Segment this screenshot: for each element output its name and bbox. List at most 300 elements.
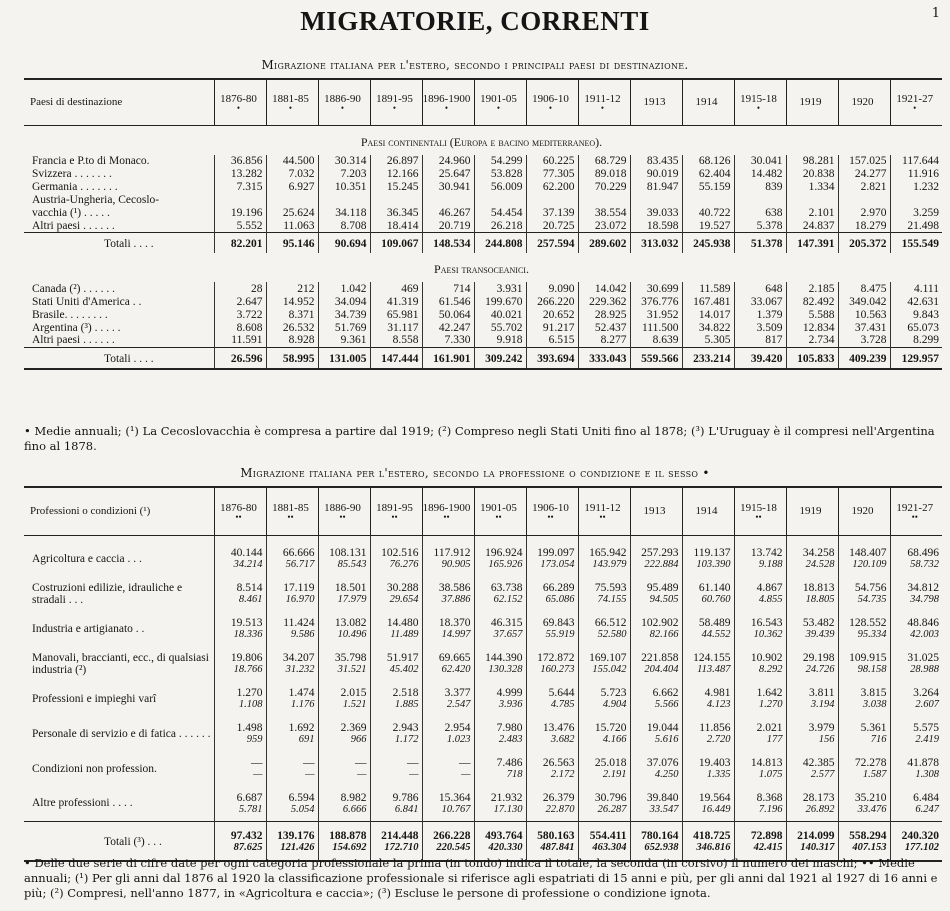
period-header [370, 79, 422, 125]
males-value: 65.086 [545, 594, 575, 605]
total-value: — [407, 757, 419, 769]
cell-value: 11.063 [266, 220, 318, 233]
page-title: MIGRATORIE, CORRENTI [300, 6, 650, 36]
total-value: 196.924 [485, 547, 523, 559]
total-value: 31.025 [907, 652, 939, 664]
total-value: 9.786 [392, 791, 419, 804]
period-label: 1876-80 [220, 502, 257, 515]
total-value: 4.867 [756, 582, 783, 594]
males-value: 82.166 [649, 629, 679, 640]
cell-value: 26.532 [266, 321, 318, 334]
cell-pair [734, 681, 786, 716]
total-value: 40.144 [230, 547, 263, 559]
period-header [526, 487, 578, 535]
cell-pair [526, 576, 578, 611]
males-value: 1.176 [290, 699, 315, 710]
total-value: 3.979 [808, 722, 835, 734]
total-value: 68.496 [907, 547, 939, 559]
males-value: 160.273 [540, 664, 575, 675]
row-label: Personale di servizio e di fatica . . . . . . [32, 727, 211, 740]
total-value: 5.723 [600, 687, 627, 699]
cell-value: 20.652 [526, 308, 578, 321]
cell-pair [214, 541, 266, 576]
cell-pair [630, 821, 682, 861]
cell-value: 8.299 [890, 334, 942, 347]
total-value: 1.270 [236, 687, 263, 699]
males-value: 1.885 [394, 699, 419, 710]
cell-value: 52.437 [578, 321, 630, 334]
cell-pair [890, 541, 942, 576]
period-label: 1891-95 [376, 93, 413, 106]
males-value: 346.816 [696, 842, 731, 854]
total-value: 129.957 [890, 347, 942, 369]
total-value: 18.813 [802, 582, 835, 594]
row-label: Agricoltura e caccia . . . [32, 552, 142, 565]
period-header [422, 487, 474, 535]
section-heading: Paesi transoceanici. [434, 262, 529, 276]
cell-value: 8.558 [370, 334, 422, 347]
total-value: 233.214 [682, 347, 734, 369]
period-mark: •• [755, 512, 762, 523]
table-row [24, 321, 942, 334]
cell-value: 12.166 [370, 168, 422, 181]
period-mark: •• [443, 512, 450, 523]
cell-pair [890, 821, 942, 861]
cell-value: 18.598 [630, 220, 682, 233]
total-value: 214.448 [381, 830, 419, 843]
cell-pair [422, 541, 474, 576]
table-row [24, 220, 942, 233]
total-value: 66.289 [542, 582, 575, 594]
cell-pair [838, 681, 890, 716]
total-value: 148.407 [849, 547, 887, 559]
total-value: 37.076 [646, 757, 679, 769]
cell-value: 14.482 [734, 168, 786, 181]
total-value: 54.756 [854, 582, 887, 594]
total-value: 39.840 [646, 791, 679, 804]
total-value: 25.018 [594, 757, 627, 769]
total-value: 30.796 [594, 791, 627, 804]
total-value: 244.808 [474, 233, 526, 254]
period-label: 1876-80 [220, 93, 257, 106]
cell-pair [682, 611, 734, 646]
total-value: 144.390 [485, 652, 523, 664]
cell-value: 42.247 [422, 321, 474, 334]
total-value: — [303, 757, 315, 769]
males-value: 55.919 [545, 629, 575, 640]
cell-pair [890, 751, 942, 786]
total-value: 1.642 [756, 687, 783, 699]
males-value: 94.505 [649, 594, 679, 605]
total-value: 63.738 [490, 582, 523, 594]
total-value: 131.005 [318, 347, 370, 369]
cell-value: 54.299 [474, 155, 526, 168]
males-value: 11.489 [390, 629, 419, 640]
cell-pair [474, 821, 526, 861]
total-value: 28.173 [802, 791, 835, 804]
males-value: 172.710 [384, 842, 419, 854]
cell-value: 68.729 [578, 155, 630, 168]
total-value: 51.917 [386, 652, 419, 664]
cell-value: 15.245 [370, 181, 422, 194]
cell-pair [266, 681, 318, 716]
males-value: 1.308 [915, 769, 939, 780]
profession-table [24, 486, 942, 862]
period-header [318, 79, 370, 125]
totals-label: Totali (³) . . . [24, 821, 214, 861]
total-value: 257.293 [641, 547, 679, 559]
cell-pair [838, 646, 890, 681]
cell-pair [526, 821, 578, 861]
cell-value: 77.305 [526, 168, 578, 181]
cell-value: 37.139 [526, 207, 578, 220]
total-value: 58.489 [698, 617, 731, 629]
males-value: 143.979 [592, 559, 627, 570]
total-value: 128.552 [849, 617, 887, 629]
total-value: 559.566 [630, 347, 682, 369]
cell-pair [214, 681, 266, 716]
cell-pair [370, 751, 422, 786]
cell-value: 11.589 [682, 282, 734, 295]
cell-pair [318, 786, 370, 821]
row-header: Paesi di destinazione [30, 96, 123, 109]
cell-pair [786, 821, 838, 861]
total-value: 69.843 [542, 617, 575, 629]
total-value: — [459, 757, 471, 769]
cell-value: 30.941 [422, 181, 474, 194]
total-value: 3.815 [860, 687, 887, 699]
cell-value: 12.834 [786, 321, 838, 334]
row-label: Professioni e impieghi varî [32, 692, 157, 705]
males-value: 9.586 [290, 629, 315, 640]
period-header [370, 487, 422, 535]
cell-pair [422, 716, 474, 751]
total-value: 46.315 [490, 617, 523, 629]
period-mark: •• [287, 512, 294, 523]
page-number: 1 [931, 6, 940, 21]
total-value: 16.543 [750, 617, 783, 629]
total-value: 493.764 [485, 830, 523, 843]
cell-value: 167.481 [682, 295, 734, 308]
cell-value: 82.492 [786, 295, 838, 308]
cell-pair [734, 751, 786, 786]
total-value: 72.898 [750, 830, 783, 843]
cell-value [838, 194, 890, 207]
males-value: 60.760 [701, 594, 731, 605]
row-header: Professioni o condizioni (¹) [30, 505, 151, 518]
period-header [474, 79, 526, 125]
cell-value: 18.279 [838, 220, 890, 233]
cell-value: 28.925 [578, 308, 630, 321]
cell-value: 8.708 [318, 220, 370, 233]
cell-pair [214, 576, 266, 611]
cell-value: 9.918 [474, 334, 526, 347]
males-value: 959 [246, 734, 263, 745]
total-value: 34.258 [802, 547, 835, 559]
cell-value: 469 [370, 282, 422, 295]
total-value: 102.902 [641, 617, 679, 629]
cell-value: 70.229 [578, 181, 630, 194]
totals-label: Totali . . . . [24, 233, 214, 254]
males-value: 18.336 [233, 629, 263, 640]
period-label: 1896-1900 [422, 502, 471, 515]
total-value: 13.742 [750, 547, 783, 559]
period-label: 1920 [851, 505, 874, 518]
males-value: 155.042 [592, 664, 627, 675]
cell-value [630, 194, 682, 207]
males-value: 2.172 [550, 769, 575, 780]
males-value: 1.335 [706, 769, 731, 780]
cell-pair [682, 716, 734, 751]
males-value: 26.287 [597, 803, 627, 815]
males-value: 6.841 [394, 803, 419, 815]
cell-value: 199.670 [474, 295, 526, 308]
period-header [630, 487, 682, 535]
total-value: 97.432 [230, 830, 263, 843]
cell-pair [370, 611, 422, 646]
cell-value: 8.608 [214, 321, 266, 334]
total-value: 188.878 [329, 830, 367, 843]
cell-pair [422, 646, 474, 681]
cell-value: 31.117 [370, 321, 422, 334]
cell-pair [474, 716, 526, 751]
cell-pair [526, 751, 578, 786]
cell-value: 1.379 [734, 308, 786, 321]
males-value: 2.720 [706, 734, 731, 745]
males-value: 2.419 [915, 734, 939, 745]
total-value: — [251, 757, 263, 769]
cell-value: 62.200 [526, 181, 578, 194]
cell-value: 20.838 [786, 168, 838, 181]
cell-value: 5.378 [734, 220, 786, 233]
period-label: 1915-18 [740, 502, 777, 515]
cell-pair [838, 576, 890, 611]
cell-value: 349.042 [838, 295, 890, 308]
period-label: 1911-12 [584, 93, 621, 106]
period-header [578, 487, 630, 535]
total-value: 165.942 [589, 547, 627, 559]
cell-pair [786, 576, 838, 611]
males-value: 34.214 [233, 559, 263, 570]
period-label: 1881-85 [272, 93, 309, 106]
cell-pair [630, 751, 682, 786]
males-value: 5.781 [238, 803, 263, 815]
males-value: 4.855 [758, 594, 783, 605]
cell-pair [370, 821, 422, 861]
cell-pair [214, 751, 266, 786]
cell-value: 266.220 [526, 295, 578, 308]
total-value: 2.021 [756, 722, 783, 734]
cell-value: 6.515 [526, 334, 578, 347]
cell-value: 60.225 [526, 155, 578, 168]
row-label: Altri paesi . . . . . . [32, 334, 115, 347]
cell-pair [890, 786, 942, 821]
males-value: 5.566 [654, 699, 679, 710]
cell-pair [890, 576, 942, 611]
cell-pair [786, 541, 838, 576]
cell-pair [214, 716, 266, 751]
total-value: 8.368 [756, 791, 783, 804]
males-value: 8.292 [758, 664, 783, 675]
males-value: 29.654 [389, 594, 419, 605]
period-label: 1901-05 [480, 502, 517, 515]
cell-pair [682, 576, 734, 611]
total-value: 1.498 [236, 722, 263, 734]
cell-pair [422, 786, 474, 821]
males-value: 24.528 [805, 559, 835, 570]
males-value: 2.607 [915, 699, 939, 710]
table2-title: Migrazione italiana per l'estero, secondo la professione o condizione e il sesso • [240, 466, 710, 480]
cell-pair [214, 821, 266, 861]
table-row [24, 576, 942, 611]
cell-value: 21.498 [890, 220, 942, 233]
totals-label: Totali . . . . [24, 347, 214, 369]
period-mark: • [548, 103, 553, 114]
cell-value: 7.315 [214, 181, 266, 194]
cell-value: 98.281 [786, 155, 838, 168]
total-value: 5.644 [548, 687, 575, 699]
total-value: 240.320 [901, 830, 939, 843]
cell-value: 81.947 [630, 181, 682, 194]
total-value: 214.099 [797, 830, 835, 843]
males-value: 177.102 [904, 842, 939, 854]
males-value: 90.905 [441, 559, 471, 570]
cell-value: 2.970 [838, 207, 890, 220]
period-header [890, 487, 942, 535]
cell-value: 91.217 [526, 321, 578, 334]
males-value: 177 [766, 734, 783, 745]
cell-value: 2.647 [214, 295, 266, 308]
cell-value: 111.500 [630, 321, 682, 334]
total-value: 2.954 [444, 722, 471, 734]
total-value: 6.662 [652, 687, 679, 699]
row-label: Condizioni non profession. [32, 762, 157, 775]
cell-value [370, 194, 422, 207]
cell-pair [578, 611, 630, 646]
males-value: 45.402 [389, 664, 419, 675]
cell-value: 30.699 [630, 282, 682, 295]
males-value: 34.798 [910, 594, 939, 605]
total-value: 58.995 [266, 347, 318, 369]
cell-value: 53.828 [474, 168, 526, 181]
cell-value: 19.196 [214, 207, 266, 220]
cell-pair [214, 786, 266, 821]
total-value: 1.692 [288, 722, 315, 734]
cell-value: 25.647 [422, 168, 474, 181]
total-value: 19.403 [698, 757, 731, 769]
cell-pair [474, 576, 526, 611]
cell-value: 46.267 [422, 207, 474, 220]
cell-value: 34.822 [682, 321, 734, 334]
cell-value: 5.552 [214, 220, 266, 233]
males-value: 85.543 [337, 559, 367, 570]
cell-pair [214, 646, 266, 681]
cell-pair [838, 541, 890, 576]
table-row [24, 716, 942, 751]
males-value: 18.766 [233, 664, 263, 675]
cell-pair [682, 821, 734, 861]
cell-pair [370, 716, 422, 751]
total-value: 26.563 [542, 757, 575, 769]
males-value: 2.547 [446, 699, 471, 710]
males-value: 1.587 [862, 769, 887, 780]
total-value: — [355, 757, 367, 769]
total-value: 38.586 [438, 582, 471, 594]
total-value: 3.377 [444, 687, 471, 699]
period-mark: • [913, 103, 917, 114]
males-value: 22.870 [545, 803, 575, 815]
males-value: 121.426 [280, 842, 315, 854]
cell-value: 30.314 [318, 155, 370, 168]
period-mark: • [444, 103, 449, 114]
cell-value [214, 194, 266, 207]
cell-pair [734, 646, 786, 681]
cell-pair [266, 646, 318, 681]
period-header [630, 79, 682, 125]
total-value: 19.044 [646, 722, 679, 734]
totals-row [24, 233, 942, 254]
cell-value: 61.546 [422, 295, 474, 308]
total-value: 26.596 [214, 347, 266, 369]
row-label: Industria e artigianato . . [32, 622, 145, 635]
total-value: 66.512 [594, 617, 627, 629]
males-value: 4.904 [602, 699, 627, 710]
cell-value: 638 [734, 207, 786, 220]
males-value: 39.439 [805, 629, 835, 640]
males-value: 62.420 [441, 664, 471, 675]
cell-pair [318, 681, 370, 716]
cell-value: 9.843 [890, 308, 942, 321]
cell-pair [734, 786, 786, 821]
total-value: 554.411 [589, 830, 627, 843]
males-value: 204.404 [644, 664, 679, 675]
cell-value: 34.739 [318, 308, 370, 321]
cell-value: 28 [214, 282, 266, 295]
cell-pair [318, 541, 370, 576]
males-value: 3.194 [810, 699, 835, 710]
cell-value: 31.952 [630, 308, 682, 321]
period-label: 1913 [643, 505, 666, 518]
table-row [24, 308, 942, 321]
total-value: 147.391 [786, 233, 838, 254]
cell-value: 20.725 [526, 220, 578, 233]
total-value: 95.489 [646, 582, 679, 594]
total-value: 309.242 [474, 347, 526, 369]
total-value: 2.015 [340, 687, 367, 699]
period-header [526, 79, 578, 125]
section-heading: Paesi continentali (Europa e bacino mediterraneo). [360, 134, 603, 149]
total-value: 61.140 [698, 582, 731, 594]
cell-value: 3.728 [838, 334, 890, 347]
males-value: 1.172 [394, 734, 419, 745]
cell-value: 62.404 [682, 168, 734, 181]
males-value: 420.330 [488, 842, 523, 854]
cell-pair [422, 751, 474, 786]
period-mark: •• [495, 512, 502, 523]
males-value: 26.892 [805, 803, 835, 815]
cell-value: 14.042 [578, 282, 630, 295]
males-value: 1.521 [342, 699, 367, 710]
period-mark: • [288, 103, 293, 114]
males-value: 4.785 [550, 699, 575, 710]
total-value: 13.082 [334, 617, 367, 629]
period-label: 1906-10 [532, 502, 569, 515]
cell-pair [786, 716, 838, 751]
total-value: 10.902 [750, 652, 783, 664]
cell-value: 10.351 [318, 181, 370, 194]
males-value: 17.979 [337, 594, 367, 605]
males-value: 31.521 [337, 664, 367, 675]
